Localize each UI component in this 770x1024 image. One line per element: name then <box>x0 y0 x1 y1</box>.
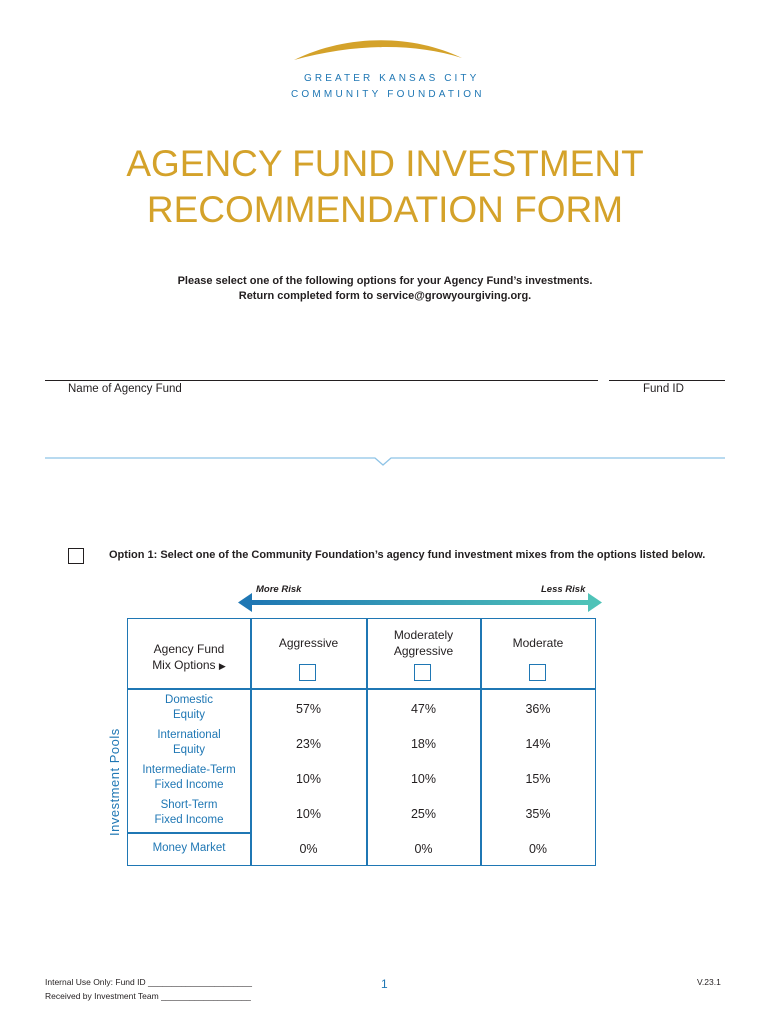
internal-use-received-by: Received by Investment Team ___________________ <box>45 991 251 1001</box>
table-cell: 0% <box>414 842 433 856</box>
table-cell: 10% <box>295 807 322 821</box>
internal-use-fund-id: Internal Use Only: Fund ID ______________________ <box>45 977 252 987</box>
column-header-label: Moderately <box>393 628 454 642</box>
row-header-domestic-equity <box>128 693 250 723</box>
mix-options-header <box>128 641 250 674</box>
version-label: V.23.1 <box>697 977 721 987</box>
row-header-intermediate-term <box>128 763 250 793</box>
row-header-international-equity <box>128 728 250 758</box>
table-cell: 35% <box>525 807 551 821</box>
investment-pools-label: Investment Pools <box>107 728 122 836</box>
table-cell: 10% <box>410 772 437 786</box>
fund-id-label: Fund ID <box>643 383 684 395</box>
option1-checkbox[interactable] <box>68 548 84 564</box>
table-cell: 0% <box>528 842 548 856</box>
fund-id-field[interactable] <box>609 380 725 381</box>
table-cell: 10% <box>295 772 322 786</box>
page-title-line1: AGENCY FUND INVESTMENT <box>126 143 644 184</box>
row-header-label: International <box>157 729 221 741</box>
triangle-right-icon: ▶ <box>218 661 226 671</box>
logo-arc-icon <box>292 36 464 70</box>
mix-options-header-line2 <box>128 657 250 674</box>
row-header-label: Short-Term <box>160 799 218 811</box>
section-divider <box>45 451 725 467</box>
column-header-moderate <box>481 635 595 651</box>
moderate-checkbox[interactable] <box>529 664 546 681</box>
row-header-label: Money Market <box>152 842 226 854</box>
column-header-label: Aggressive <box>278 636 339 650</box>
row-header-label: Equity <box>173 709 205 721</box>
column-header-aggressive <box>251 635 366 651</box>
risk-arrow-icon <box>238 590 602 616</box>
mix-options-header-text: Mix Options <box>152 658 216 672</box>
table-cell: 14% <box>525 737 551 751</box>
instructions-line1: Please select one of the following options for your Agency Fund’s investments. <box>177 275 593 287</box>
aggressive-checkbox[interactable] <box>299 664 316 681</box>
option1-label: Option 1: Select one of the Community Foundation’s agency fund investment mixes from the options listed below. <box>109 549 706 561</box>
table-cell: 57% <box>295 702 322 716</box>
agency-name-label: Name of Agency Fund <box>68 383 182 395</box>
less-risk-label: Less Risk <box>541 584 586 595</box>
table-cell: 47% <box>410 702 437 716</box>
mix-options-header-line1: Agency Fund <box>153 642 225 656</box>
page-number: 1 <box>381 977 388 991</box>
row-header-money-market <box>128 841 250 856</box>
table-cell: 0% <box>299 842 318 856</box>
moderately-aggressive-checkbox[interactable] <box>414 664 431 681</box>
column-header-label: Aggressive <box>393 644 454 658</box>
agency-name-field[interactable] <box>45 380 598 381</box>
table-cell: 15% <box>525 772 551 786</box>
row-header-label: Equity <box>173 744 205 756</box>
table-cell: 25% <box>410 807 437 821</box>
logo-text-line1: GREATER KANSAS CITY <box>304 73 480 84</box>
table-cell: 23% <box>295 737 322 751</box>
page-title-line2: RECOMMENDATION FORM <box>146 189 624 230</box>
row-header-label: Intermediate-Term <box>142 764 236 776</box>
column-header-moderately-aggressive <box>367 627 480 659</box>
row-header-label: Fixed Income <box>154 779 224 791</box>
logo-text-line2: COMMUNITY FOUNDATION <box>291 89 485 100</box>
table-cell: 36% <box>525 702 551 716</box>
table-cell: 18% <box>410 737 437 751</box>
more-risk-label: More Risk <box>256 584 302 595</box>
investment-mix-table <box>127 618 596 866</box>
row-header-label: Domestic <box>165 694 213 706</box>
instructions-line2: Return completed form to service@growyourgiving.org. <box>238 290 532 302</box>
row-header-short-term <box>128 798 250 828</box>
column-header-label: Moderate <box>512 636 564 650</box>
row-header-label: Fixed Income <box>154 814 224 826</box>
